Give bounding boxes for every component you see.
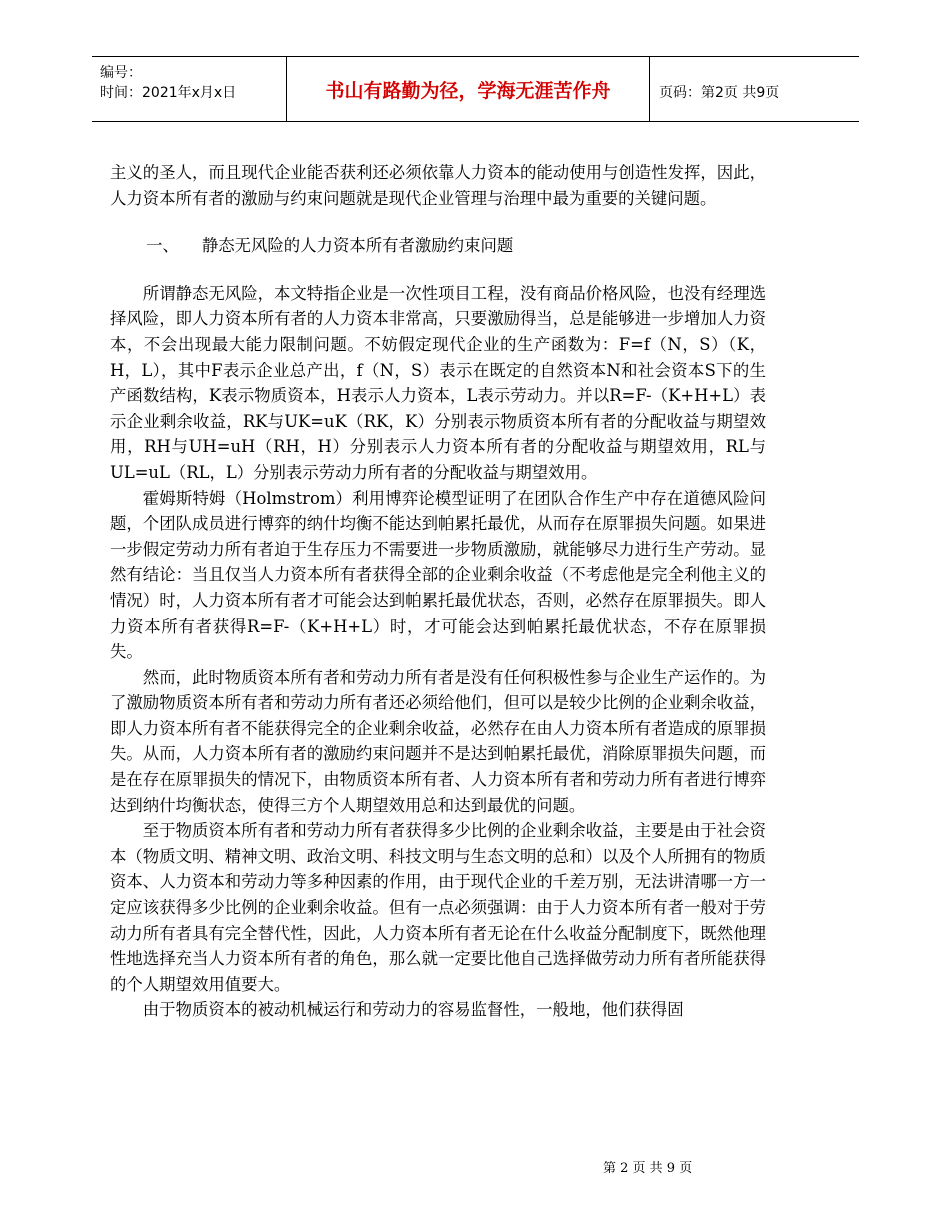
header-top-rule xyxy=(92,56,859,57)
paragraph: 由于物质资本的被动机械运行和劳动力的容易监督性，一般地，他们获得固 xyxy=(142,1000,684,1020)
header-bottom-rule xyxy=(92,121,859,122)
section-title: 静态无风险的人力资本所有者激励约束问题 xyxy=(201,236,514,256)
header-divider xyxy=(649,56,650,122)
paragraph: 至于物质资本所有者和劳动力所有者获得多少比例的企业剩余收益，主要是由于社会资本（物质文明、精神文明、政治文明、科技文明与生态文明的总和）以及个人所拥有的物质资本、人力资本和劳动力等多种因素的作用，由于现代企业的千差万别，无法讲清哪一方一定应该获得多少比例的企业剩余收益。但有一点必须强调：由于人力资本所有者一般对于劳动力所有者具有完全替代性，因此，人力资本所有者无论在什么收益分配制度下，既然他理性地选择充当人力资本所有者的角色，那么就一定要比他自己选择做劳动力所有者所能获得的个人期望效用值要大。 xyxy=(110,821,766,994)
header-divider xyxy=(286,56,287,122)
page-header xyxy=(92,56,859,122)
doc-time-label: 时间：2021年x月x日 xyxy=(100,85,237,101)
section-heading xyxy=(110,233,766,259)
paragraph: 然而，此时物质资本所有者和劳动力所有者是没有任何积极性参与企业生产运作的。为了激励物质资本所有者和劳动力所有者还必须给他们，但可以是较少比例的企业剩余收益，即人力资本所有者不能获得完全的企业剩余收益，必然存在由人力资本所有者造成的原罪损失。从而，人力资本所有者的激励约束问题并不是达到帕累托最优，消除原罪损失问题，而是在存在原罪损失的情况下，由物质资本所有者、人力资本所有者和劳动力所有者进行博弈达到纳什均衡状态，使得三方个人期望效用总和达到最优的问题。 xyxy=(110,667,766,815)
paragraph: 所谓静态无风险，本文特指企业是一次性项目工程，没有商品价格风险，也没有经理选择风险，即人力资本所有者的人力资本非常高，只要激励得当，总是能够进一步增加人力资本，不会出现最大能力限制问题。不妨假定现代企业的生产函数为：F=f（N，S）（K，H，L），其中F表示企业总产出，f（N，S）表示在既定的自然资本N和社会资本S下的生产函数结构，K表示物质资本，H表示人力资本，L表示劳动力。并以R=F-（K+H+L）表示企业剩余收益，RK与UK=uK（RK，K）分别表示物质资本所有者的分配收益与期望效用，RH与UH=uH（RH，H）分别表示人力资本所有者的分配收益与期望效用，RL与UL=uL（RL，L）分别表示劳动力所有者的分配收益与期望效用。 xyxy=(110,283,766,482)
doc-id-label: 编号： xyxy=(100,65,142,81)
section-number: 一、 xyxy=(146,236,179,256)
page-footer: 第 2 页 共 9 页 xyxy=(603,1161,693,1176)
header-motto: 书山有路勤为径，学海无涯苦作舟 xyxy=(325,80,611,102)
paragraph: 主义的圣人，而且现代企业能否获利还必须依靠人力资本的能动使用与创造性发挥，因此，人力资本所有者的激励与约束问题就是现代企业管理与治理中最为重要的关键问题。 xyxy=(110,163,766,208)
document-body xyxy=(110,160,766,1023)
header-page-info: 页码：第2页 共9页 xyxy=(659,85,780,101)
paragraph: 霍姆斯特姆（Holmstrom）利用博弈论模型证明了在团队合作生产中存在道德风险问题，个团队成员进行博弈的纳什均衡不能达到帕累托最优，从而存在原罪损失问题。如果进一步假定劳动力所有者迫于生存压力不需要进一步物质激励，就能够尽力进行生产劳动。显然有结论：当且仅当人力资本所有者获得全部的企业剩余收益（不考虑他是完全利他主义的情况）时，人力资本所有者才可能会达到帕累托最优状态，否则，必然存在原罪损失。即人力资本所有者获得R=F-（K+H+L）时，才可能会达到帕累托最优状态，不存在原罪损失。 xyxy=(110,488,766,662)
